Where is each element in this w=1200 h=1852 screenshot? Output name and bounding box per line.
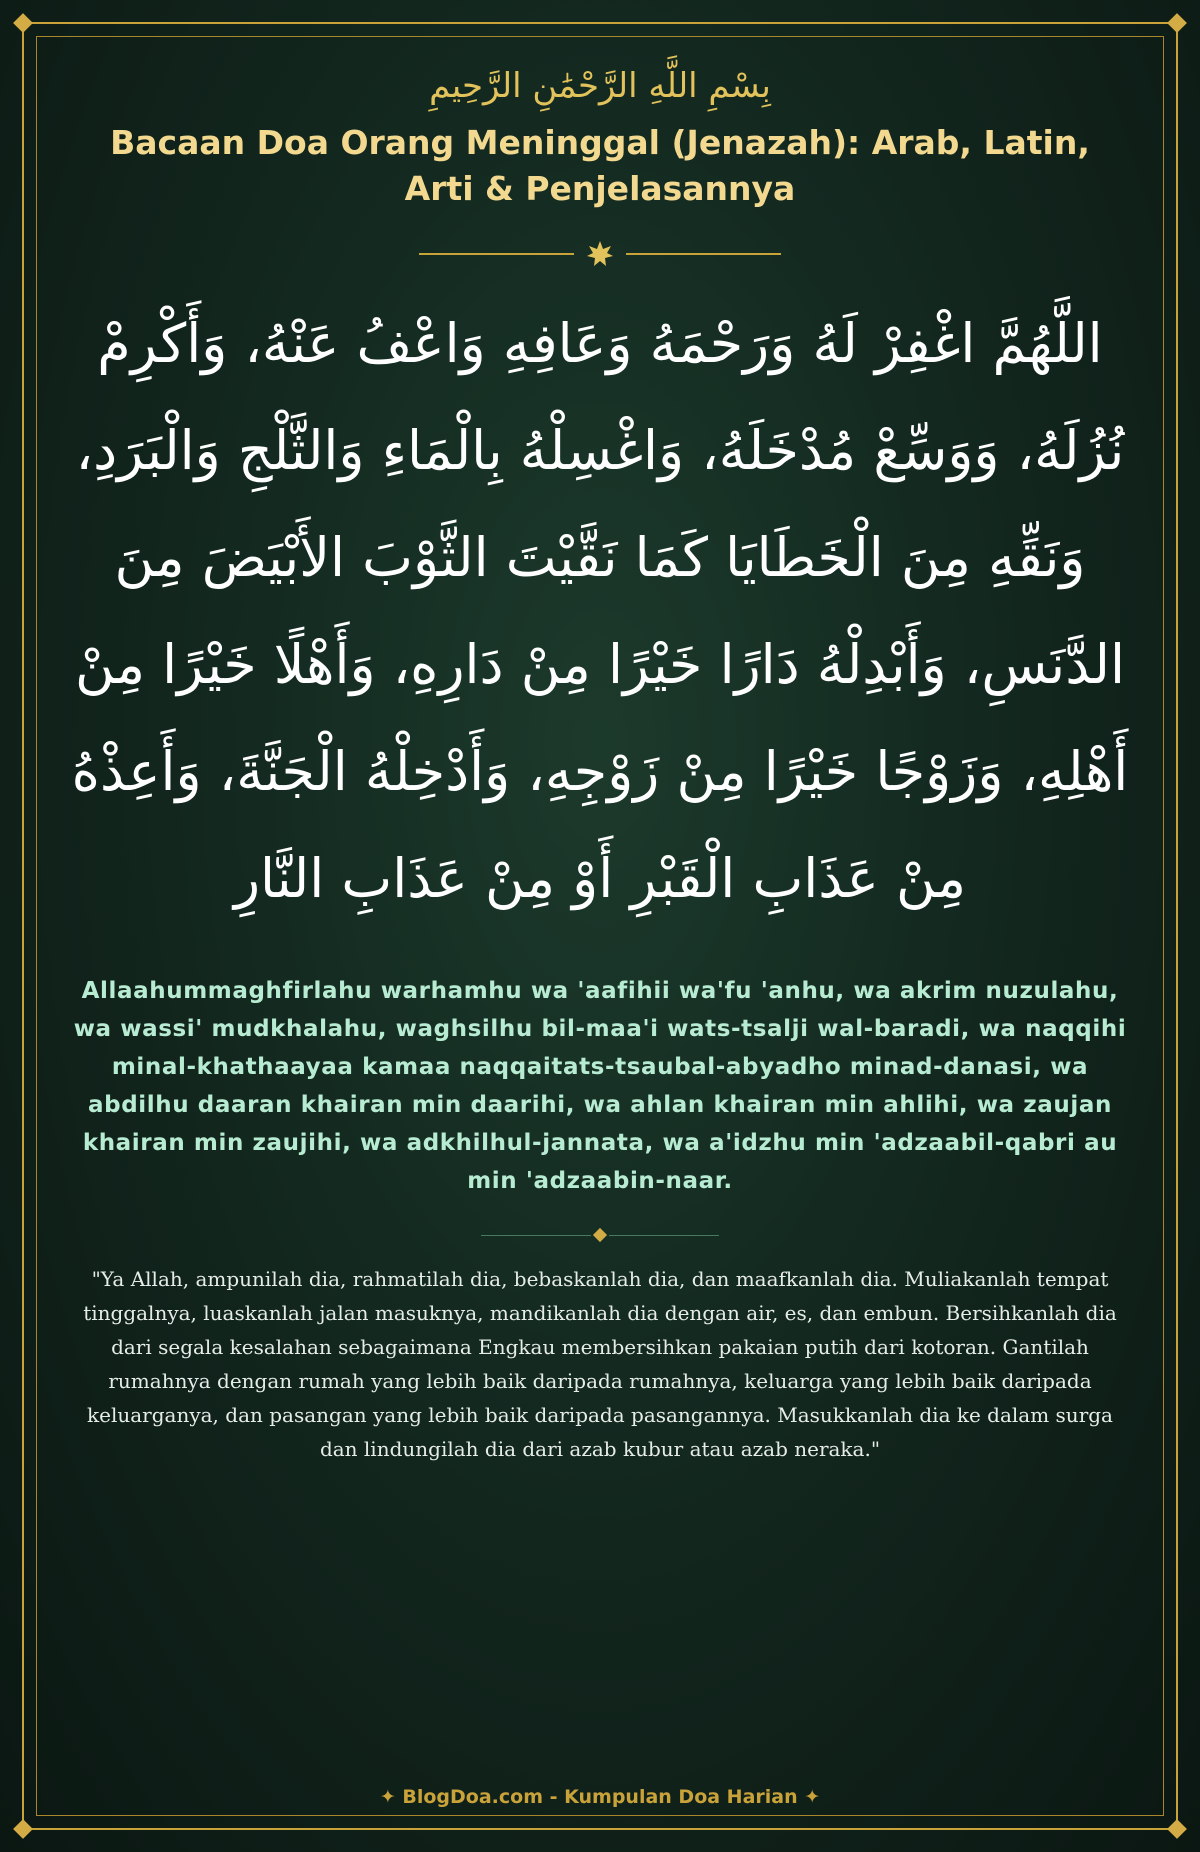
bismillah-heading: بِسْمِ اللَّهِ الرَّحْمَٰنِ الرَّحِيمِ — [429, 66, 771, 106]
section-divider — [60, 1230, 1140, 1240]
footer-credit: ✦ BlogDoa.com - Kumpulan Doa Harian ✦ — [379, 1786, 821, 1808]
divider-line — [609, 1235, 719, 1236]
page-title: Bacaan Doa Orang Meninggal (Jenazah): Arab, Latin, Arti & Penjelasannya — [110, 123, 1090, 208]
divider-line — [626, 253, 781, 255]
latin-transliteration: Allaahummaghfirlahu warhamhu wa 'aafihii wa'fu 'anhu, wa akrim nuzulahu, wa wassi' mudkhalahu, waghsilhu bil-maa'i wats-tsalji wal-baradi, wa naqqihi minal-khathaayaa kamaa naqqaitats-tsaubal-abyadho minad-danasi, wa abdilhu daaran khairan min daarihi, wa ahlan khairan min ahlihi, wa zaujan khairan min zaujihi, wa adkhilhul-jannata, wa a'idzhu min 'adzaabil-qabri au min 'adzaabin-naar. — [73, 978, 1127, 1194]
divider-line — [481, 1235, 591, 1236]
diamond-icon — [593, 1228, 607, 1242]
divider-line — [419, 253, 574, 255]
title-divider — [60, 240, 1140, 268]
arabic-prayer-text: اللَّهُمَّ اغْفِرْ لَهُ وَرَحْمَهُ وَعَافِهِ وَاعْفُ عَنْهُ، وَأَكْرِمْ نُزُلَهُ، وَوَسِّعْ مُدْخَلَهُ، وَاغْسِلْهُ بِالْمَاءِ وَالثَّلْجِ وَالْبَرَدِ، وَنَقِّهِ مِنَ الْخَطَايَا كَمَا نَقَّيْتَ الثَّوْبَ الأَبْيَضَ مِنَ الدَّنَسِ، وَأَبْدِلْهُ دَارًا خَيْرًا مِنْ دَارِهِ، وَأَهْلًا خَيْرًا مِنْ أَهْلِهِ، وَزَوْجًا خَيْرًا مِنْ زَوْجِهِ، وَأَدْخِلْهُ الْجَنَّةَ، وَأَعِذْهُ مِنْ عَذَابِ الْقَبْرِ أَوْ مِنْ عَذَابِ النَّارِ — [71, 312, 1129, 910]
main-content — [60, 40, 1140, 1466]
eight-point-star-icon — [586, 240, 614, 268]
indonesian-translation: "Ya Allah, ampunilah dia, rahmatilah dia, bebaskanlah dia, dan maafkanlah dia. Muliakanlah tempat tinggalnya, luaskanlah jalan masuknya, mandikanlah dia dengan air, es, dan embun. Bersihkanlah dia dari segala kesalahan sebagaimana Engkau membersihkan pakaian putih dari kotoran. Gantilah rumahnya dengan rumah yang lebih baik daripada rumahnya, keluarga yang lebih baik daripada keluarganya, dan pasangan yang lebih baik daripada pasangannya. Masukkanlah dia ke dalam surga dan lindungilah dia dari azab kubur atau azab neraka." — [83, 1267, 1117, 1461]
